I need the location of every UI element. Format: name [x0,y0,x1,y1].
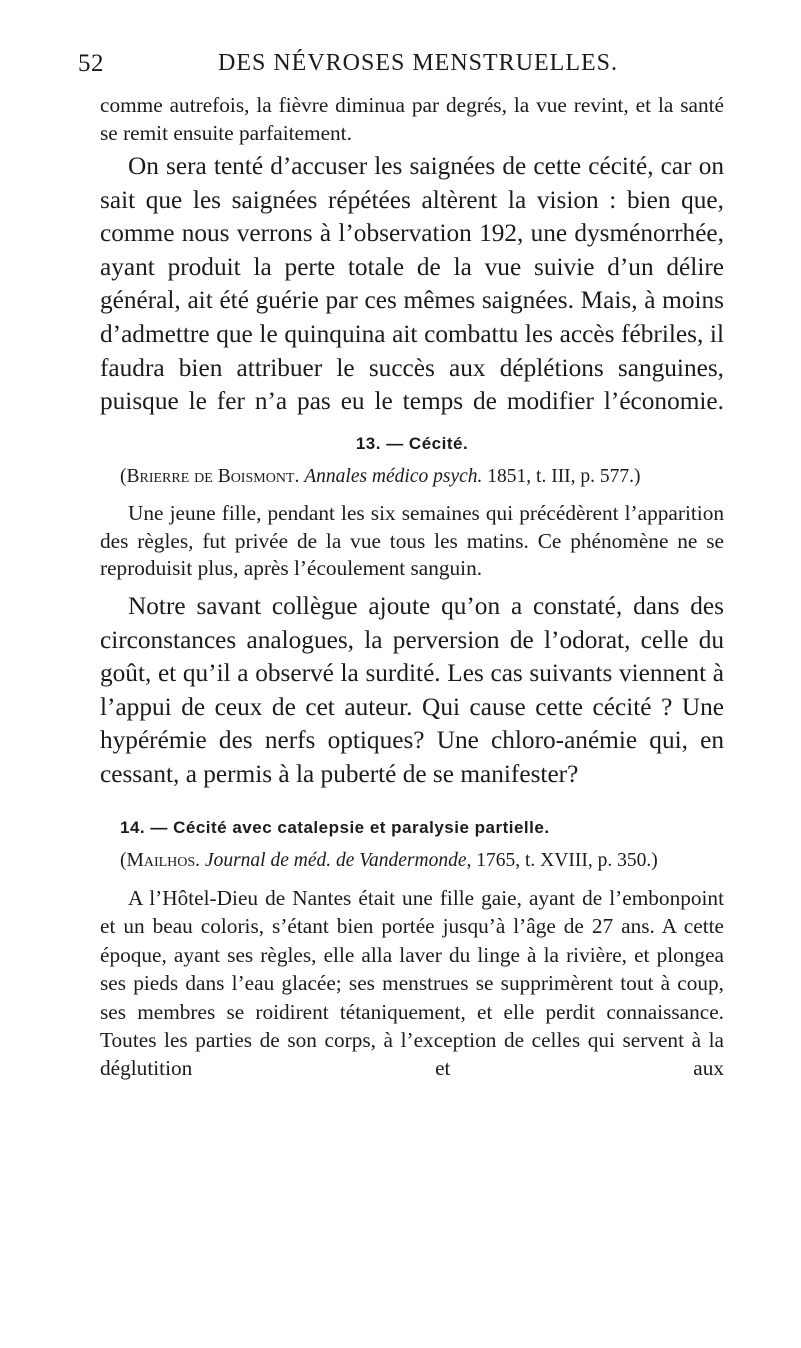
intro-paragraph: comme autrefois, la fièvre diminua par degrés, la vue revint, et la santé se remit ensuite parfaitement. [100,93,724,145]
observation-14-journal: Journal de méd. de Vandermonde, [204,850,472,871]
observation-13-text: Une jeune fille, pendant les six semaines qui précédèrent l’apparition des règles, fut privée de la vue tous les matins. Ce phénomène ne se reproduisit plus, après l’écoulement sanguin. [100,501,724,581]
observation-14-title: Cécité avec catalepsie et paralysie partielle. [173,818,550,837]
observation-14-citation [120,850,724,872]
observation-13-author: (Brierre de Boismont. [120,466,300,487]
paragraph-collegue: Notre savant collègue ajoute qu’on a constaté, dans des circonstances analogues, la perversion de l’odorat, celle du goût, et qu’il a observé la surdité. Les cas suivants viennent à l’appui de ceux de cet auteur. Qui cause cette cécité ? Une hypérémie des nerfs optiques? Une chloro-anémie qui, en cessant, a permis à la puberté de se manifester? [100,592,724,788]
page-number: 52 [78,50,104,77]
observation-13-dash: — [386,434,404,453]
observation-14-text: A l’Hôtel-Dieu de Nantes était une fille gaie, ayant de l’embonpoint et un beau coloris, s’étant bien portée jusqu’à l’âge de 27 ans. A cette époque, ayant ses règles, elle alla laver du linge à la rivière, et plongea ses pieds dans l’eau glacée; ses menstrues se supprimèrent tout à coup, ses membres se roidirent tétaniquement, et elle perdit connaissance. Toutes les parties de son corps, à l’exception de celles qui servent à la déglutition et aux [100,886,724,1081]
observation-13-citation [120,466,724,488]
observation-13-reference: 1851, t. III, p. 577.) [487,466,641,487]
observation-14-reference: 1765, t. XVIII, p. 350.) [476,850,658,871]
observation-13-title: Cécité. [408,434,469,453]
observation-13-number: 13. [355,434,381,453]
observation-14-author: (Mailhos. [120,850,201,871]
observation-13-heading [100,434,724,454]
observation-13-journal: Annales médico psych. [304,466,483,487]
observation-14-heading [100,818,724,838]
observation-14-dash: — [150,818,168,837]
page-header [78,50,718,84]
running-title: DES NÉVROSES MENSTRUELLES. [217,50,619,76]
observation-14-number: 14. [120,818,146,837]
paragraph-saignees: On sera tenté d’accuser les saignées de cette cécité, car on sait que les saignées répétées altèrent la vision : bien que, comme nous verrons à l’observation 192, une dysménorrhée, ayant produit la perte totale de la vue suivie d’un délire général, ait été guérie par ces mêmes saignées. Mais, à moins d’admettre que le quinquina ait combattu les accès fébriles, il faudra bien attribuer le succès aux déplétions sanguines, puisque le fer n’a pas eu le temps de modifier l’économie. [100,152,724,416]
